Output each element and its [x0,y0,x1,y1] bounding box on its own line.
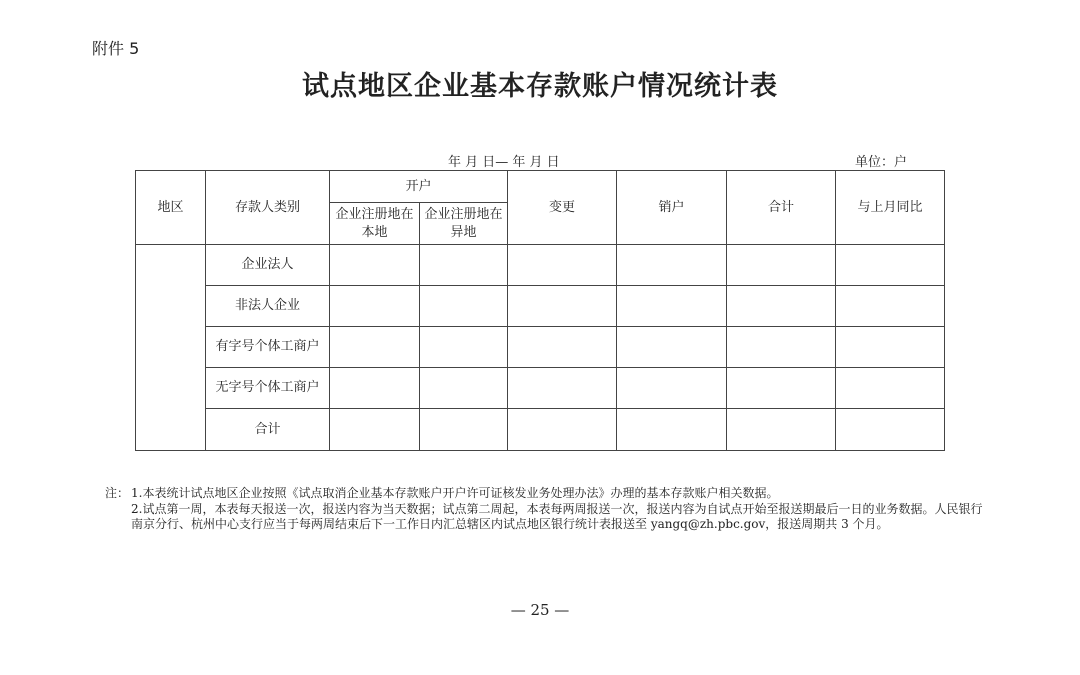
data-cell [330,327,420,368]
row-label: 无字号个体工商户 [206,368,330,409]
data-cell [617,286,727,327]
data-cell [420,327,508,368]
data-cell [508,286,617,327]
header-open-local: 企业注册地在本地 [330,203,420,245]
statistics-table [135,170,945,451]
page-title: 试点地区企业基本存款账户情况统计表 [302,71,778,102]
row-label: 有字号个体工商户 [206,327,330,368]
row-label: 合计 [206,409,330,451]
note-prefix: 注： [105,486,130,500]
data-cell [836,368,945,409]
header-change: 变更 [508,171,617,245]
data-cell [836,409,945,451]
data-cell [508,245,617,286]
note-item [105,502,990,533]
data-cell [420,368,508,409]
data-cell [836,286,945,327]
data-cell [836,245,945,286]
data-cell [330,245,420,286]
data-cell [420,409,508,451]
notes [105,486,990,533]
data-cell [727,368,836,409]
data-cell [420,286,508,327]
unit-label: 单位：户 [855,155,908,170]
header-open-account: 开户 [330,171,508,203]
data-cell [508,327,617,368]
data-cell [617,245,727,286]
data-cell [727,327,836,368]
row-label: 企业法人 [206,245,330,286]
data-cell [508,409,617,451]
data-cell [727,245,836,286]
data-cell [617,327,727,368]
data-cell [617,409,727,451]
row-label: 非法人企业 [206,286,330,327]
note-text: 2.试点第一周，本表每天报送一次，报送内容为当天数据；试点第二周起，本表每两周报送一次，报送内容为自试点开始至报送期最后一日的业务数据。人民银行南京分行、杭州中心支行应当于每两周结束后下一工作日内汇总辖区内试点地区银行统计表报送至 yangq@zh.pbc.gov，报送周期共 3 个月。 [131,501,983,531]
data-cell [420,245,508,286]
region-cell [136,245,206,451]
attachment-label: 附件 5 [92,39,140,58]
data-cell [330,409,420,451]
header-mom: 与上月同比 [836,171,945,245]
data-cell [617,368,727,409]
note-item [105,486,990,502]
header-close: 销户 [617,171,727,245]
date-range: 年 月 日— 年 月 日 [448,155,560,170]
header-region: 地区 [136,171,206,245]
header-depositor-type: 存款人类别 [206,171,330,245]
data-cell [330,286,420,327]
page-number: — 25 — [510,601,570,619]
data-cell [727,286,836,327]
data-cell [836,327,945,368]
data-cell [508,368,617,409]
note-text: 1.本表统计试点地区企业按照《试点取消企业基本存款账户开户许可证核发业务处理办法》办理的基本存款账户相关数据。 [131,486,779,500]
data-cell [727,409,836,451]
header-open-other: 企业注册地在异地 [420,203,508,245]
data-cell [330,368,420,409]
header-total: 合计 [727,171,836,245]
